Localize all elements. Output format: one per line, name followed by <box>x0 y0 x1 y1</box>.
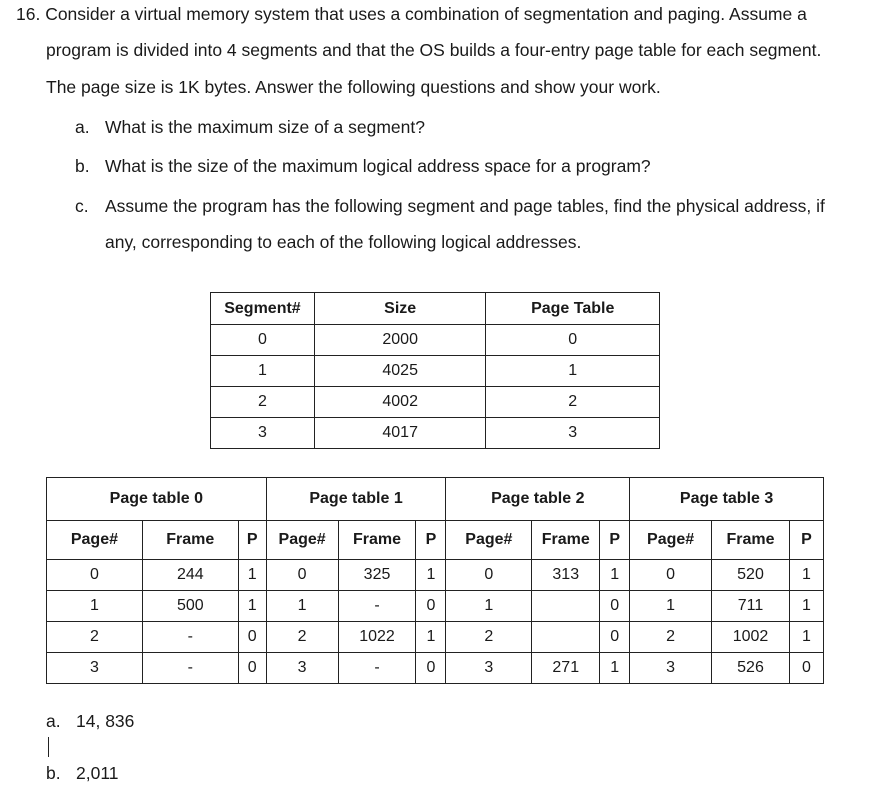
table-cell: 2 <box>211 387 315 418</box>
page-tables-header-row <box>47 521 824 560</box>
table-row <box>47 591 824 622</box>
sub-item-a-label: a. <box>75 117 90 137</box>
segment-table-header: Segment# <box>211 293 315 325</box>
table-cell: 2 <box>446 622 532 653</box>
table-cell: 271 <box>532 653 600 684</box>
table-cell: 520 <box>712 560 790 591</box>
address-b-value: 2,011 <box>76 763 119 783</box>
table-cell: 4025 <box>314 356 486 387</box>
table-cell: - <box>338 591 416 622</box>
sub-item-a <box>75 117 425 137</box>
table-cell: 1 <box>416 560 446 591</box>
table-cell: 1 <box>789 591 823 622</box>
table-cell: 3 <box>47 653 143 684</box>
page-table-title: Page table 2 <box>446 478 630 521</box>
table-cell: 526 <box>712 653 790 684</box>
table-cell: 1 <box>630 591 712 622</box>
table-cell: - <box>338 653 416 684</box>
table-cell: 4017 <box>314 418 486 449</box>
sub-item-a-text: What is the maximum size of a segment? <box>105 117 425 137</box>
table-cell: 1 <box>211 356 315 387</box>
page-tables-title-row <box>47 478 824 521</box>
table-cell: 1 <box>486 356 660 387</box>
column-header: Page# <box>266 521 338 560</box>
table-cell: 2 <box>486 387 660 418</box>
address-a-value: 14, 836 <box>76 711 135 731</box>
table-cell: 0 <box>600 622 630 653</box>
table-cell: 1 <box>789 622 823 653</box>
segment-table <box>210 292 660 449</box>
column-header: Frame <box>712 521 790 560</box>
table-cell: 2 <box>266 622 338 653</box>
segment-table-header: Page Table <box>486 293 660 325</box>
table-cell: 325 <box>338 560 416 591</box>
table-cell: 3 <box>630 653 712 684</box>
sub-item-c-label: c. <box>75 196 89 216</box>
table-cell <box>532 591 600 622</box>
table-cell: 0 <box>486 325 660 356</box>
sub-item-b-text: What is the size of the maximum logical address space for a program? <box>105 156 651 176</box>
page-table-title: Page table 0 <box>47 478 267 521</box>
table-cell: 0 <box>630 560 712 591</box>
segment-table-header-row <box>211 293 660 325</box>
table-cell: 1022 <box>338 622 416 653</box>
table-cell: 1 <box>238 560 266 591</box>
table-cell: 0 <box>238 653 266 684</box>
column-header: P <box>238 521 266 560</box>
table-cell: 313 <box>532 560 600 591</box>
table-cell: 0 <box>266 560 338 591</box>
question-line-3: The page size is 1K bytes. Answer the following questions and show your work. <box>46 77 661 97</box>
address-item-b <box>46 763 119 783</box>
table-row <box>211 356 660 387</box>
table-cell: 0 <box>238 622 266 653</box>
table-cell: 0 <box>789 653 823 684</box>
column-header: P <box>789 521 823 560</box>
table-cell: 0 <box>211 325 315 356</box>
column-header: Frame <box>532 521 600 560</box>
page-table-title: Page table 1 <box>266 478 446 521</box>
column-header: Page# <box>446 521 532 560</box>
sub-item-c <box>75 196 825 216</box>
column-header: Page# <box>47 521 143 560</box>
sub-item-b-label: b. <box>75 156 90 176</box>
table-cell: 0 <box>416 653 446 684</box>
page-table-title: Page table 3 <box>630 478 824 521</box>
table-cell: 244 <box>142 560 238 591</box>
question-line-1: 16. Consider a virtual memory system that uses a combination of segmentation and paging. Assume a <box>16 4 807 24</box>
column-header: P <box>416 521 446 560</box>
table-cell: 0 <box>47 560 143 591</box>
table-cell: 1 <box>238 591 266 622</box>
table-cell: - <box>142 622 238 653</box>
table-cell: 1 <box>416 622 446 653</box>
table-cell: 2000 <box>314 325 486 356</box>
address-a-label: a. <box>46 711 61 731</box>
column-header: Page# <box>630 521 712 560</box>
table-cell <box>532 622 600 653</box>
table-cell: 3 <box>211 418 315 449</box>
table-cell: 1 <box>789 560 823 591</box>
table-row <box>211 418 660 449</box>
table-cell: 2 <box>47 622 143 653</box>
segment-table-header: Size <box>314 293 486 325</box>
text-cursor <box>48 737 49 757</box>
table-cell: 0 <box>446 560 532 591</box>
table-cell: 3 <box>266 653 338 684</box>
sub-item-c-continuation: any, corresponding to each of the following logical addresses. <box>105 232 582 252</box>
table-cell: 1 <box>266 591 338 622</box>
table-cell: 1 <box>446 591 532 622</box>
table-row <box>47 622 824 653</box>
table-cell: 0 <box>600 591 630 622</box>
table-cell: 1 <box>600 653 630 684</box>
sub-item-b <box>75 156 651 176</box>
page-tables <box>46 477 824 684</box>
table-row <box>47 653 824 684</box>
table-cell: - <box>142 653 238 684</box>
table-cell: 4002 <box>314 387 486 418</box>
address-item-a <box>46 711 134 731</box>
table-row <box>211 325 660 356</box>
question-line-2: program is divided into 4 segments and that the OS builds a four-entry page table for each segment. <box>46 40 822 60</box>
table-cell: 3 <box>486 418 660 449</box>
column-header: Frame <box>338 521 416 560</box>
table-cell: 2 <box>630 622 712 653</box>
table-cell: 1002 <box>712 622 790 653</box>
column-header: P <box>600 521 630 560</box>
table-row <box>47 560 824 591</box>
table-cell: 1 <box>47 591 143 622</box>
address-b-label: b. <box>46 763 61 783</box>
table-cell: 3 <box>446 653 532 684</box>
table-cell: 0 <box>416 591 446 622</box>
table-row <box>211 387 660 418</box>
column-header: Frame <box>142 521 238 560</box>
table-cell: 500 <box>142 591 238 622</box>
sub-item-c-text: Assume the program has the following segment and page tables, find the physical address, if <box>105 196 825 216</box>
table-cell: 711 <box>712 591 790 622</box>
table-cell: 1 <box>600 560 630 591</box>
